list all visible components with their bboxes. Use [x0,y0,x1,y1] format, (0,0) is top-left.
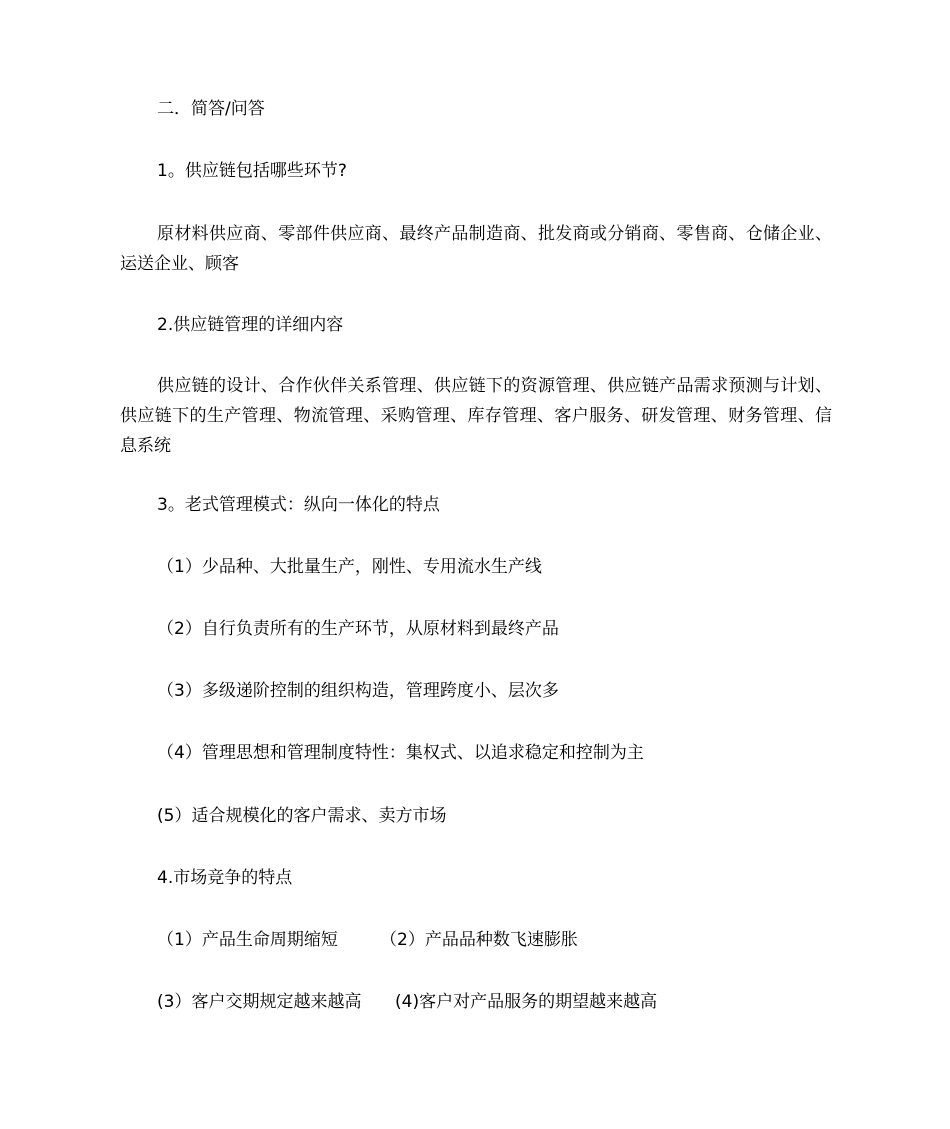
question-3-item-3: （3）多级递阶控制的组织构造，管理跨度小、层次多 [157,681,559,701]
question-4-item-2: （2）产品品种数飞速膨胀 [380,930,578,950]
question-3-item-4: （4）管理思想和管理制度特性：集权式、以追求稳定和控制为主 [157,743,644,763]
question-4-item-3: (3）客户交期规定越来越高 [157,992,362,1012]
question-4-item-4: (4)客户对产品服务的期望越来越高 [395,992,658,1012]
question-3-title: 3。老式管理模式：纵向一体化的特点 [157,495,440,515]
question-3-item-5: (5）适合规模化的客户需求、卖方市场 [157,806,447,826]
question-3-item-1: （1）少品种、大批量生产，刚性、专用流水生产线 [157,557,542,577]
section-heading: 二．简答/问答 [157,99,265,119]
question-4-item-1: （1）产品生命周期缩短 [157,930,338,950]
question-2-answer: 供应链的设计、合作伙伴关系管理、供应链下的资源管理、供应链产品需求预测与计划、供应链下的生产管理、物流管理、采购管理、库存管理、客户服务、研发管理、财务管理、信息系统 [120,376,832,456]
question-1-title: 1。供应链包括哪些环节? [157,161,347,181]
question-3-item-2: （2）自行负责所有的生产环节，从原材料到最终产品 [157,619,559,639]
question-4-title: 4.市场竞争的特点 [157,868,293,888]
question-1-answer: 原材料供应商、零部件供应商、最终产品制造商、批发商或分销商、零售商、仓储企业、运送企业、顾客 [120,224,832,274]
question-2-title: 2.供应链管理的详细内容 [157,315,344,335]
